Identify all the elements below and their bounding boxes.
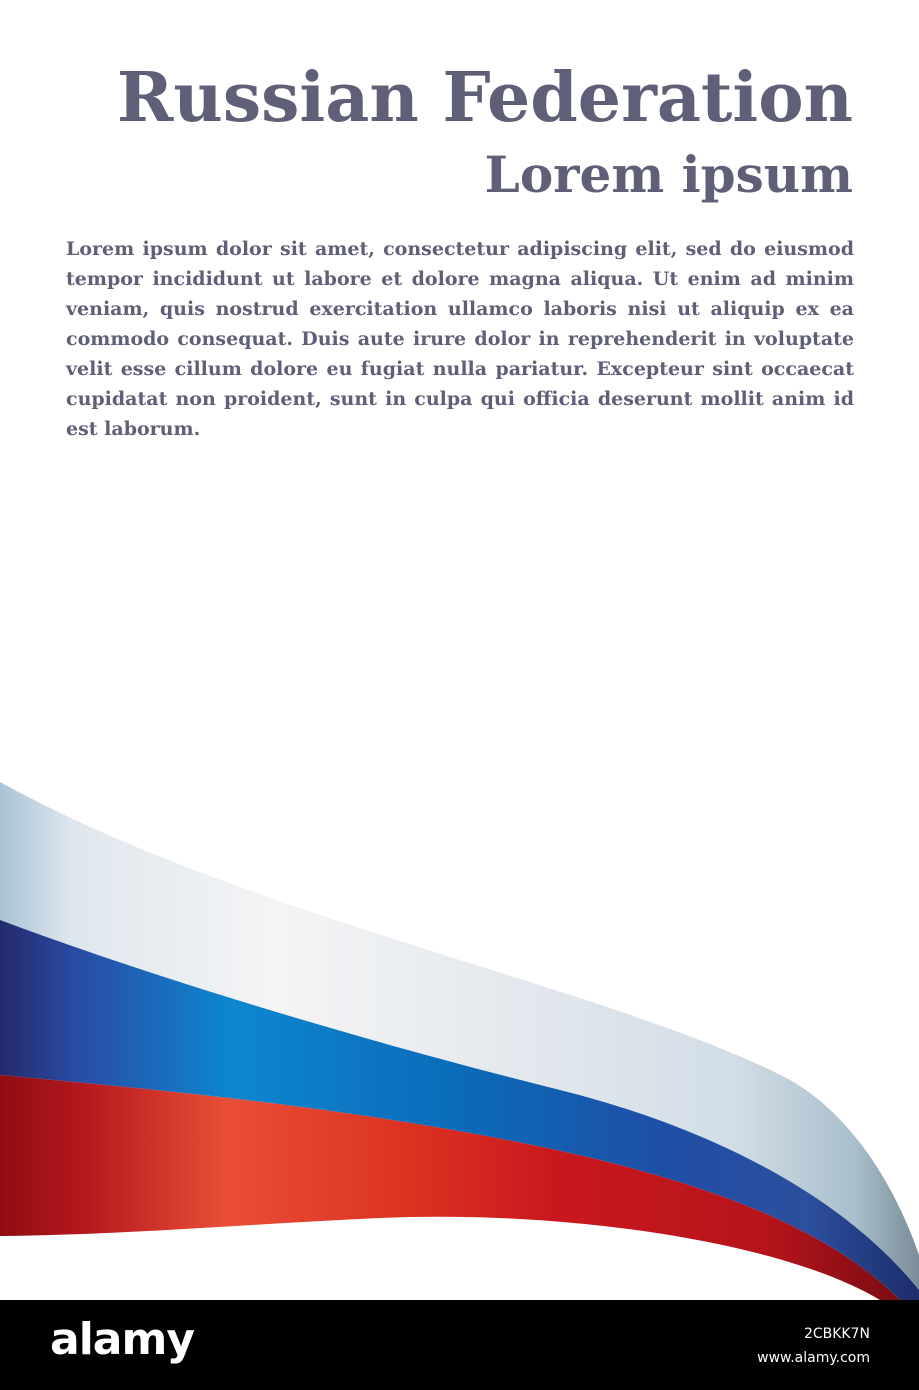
page-title: Russian Federation — [116, 58, 853, 138]
site-url-label: www.alamy.com — [757, 1350, 870, 1366]
image-id-label: 2CBKK7N — [803, 1326, 870, 1342]
page-subtitle: Lorem ipsum — [484, 145, 853, 204]
body-paragraph: Lorem ipsum dolor sit amet, consectetur adipiscing elit, sed do eiusmod tempor incididunt ut labore et dolore magna aliqua. Ut enim ad minim veniam, quis nostrud exercitation ullamco laboris nisi ut aliquip ex ea commodo consequat. Duis aute irure dolor in reprehenderit in voluptate velit esse cillum dolore eu fugiat nulla pariatur. Excepteur sint occaecat cupidatat non proident, sunt in culpa qui officia deserunt mollit anim id est laborum. — [66, 238, 854, 440]
alamy-logo: alamy — [50, 1314, 194, 1365]
watermark-footer — [0, 1300, 919, 1390]
